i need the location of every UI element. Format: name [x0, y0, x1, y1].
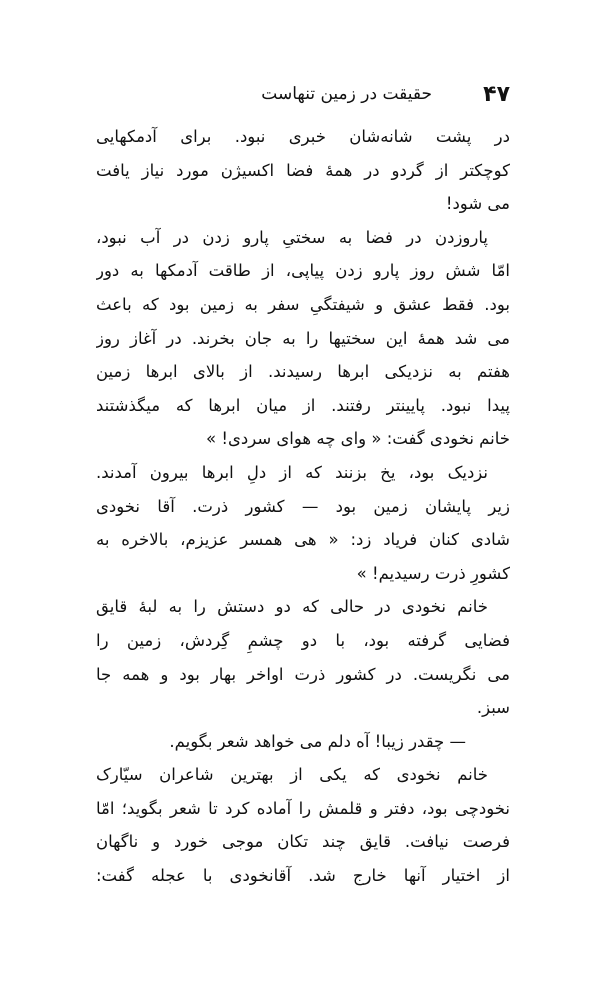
text-line: از اختیار آنها خارج شد. آقانخودی با عجله گفت: — [96, 866, 510, 886]
page-number: ۴۷ — [483, 82, 510, 107]
text-line: کوچکتر از گردو در همهٔ فضا اکسیژن مورد نیاز یافت — [96, 160, 510, 180]
text-line: خانم نخودی گفت: « وای چه هوای سردی! » — [206, 429, 510, 449]
text-line: فرصت نیافت. قایق چند تکان موجی خورد و ناگهان — [96, 832, 510, 852]
text-line: نزدیک بود، یخ بزنند که از دلِ ابرها بیرون آمدند. — [96, 462, 488, 482]
text-line: هفتم به نزدیکی ابرها رسیدند. از بالای ابرها زمین — [96, 362, 510, 382]
text-line: امّا شش روز پارو زدن پیاپی، از طاقت آدمکها به دور — [96, 261, 510, 281]
text-line: سبز. — [476, 698, 510, 718]
text-line: زیر پایشان زمین بود — کشور ذرت. آقا نخودی — [96, 496, 510, 516]
text-line: خانم نخودی که یکی از بهترین شاعران سیّارک — [96, 765, 488, 785]
text-line: کشورِ ذرت رسیدیم! » — [356, 563, 510, 583]
text-line: در پشت شانه‌شان خبری نبود. برای آدمکهایی — [96, 127, 510, 146]
text-line: نخودچی بود، دفتر و قلمش را آماده کرد تا شعر بگوید؛ امّا — [96, 798, 510, 818]
text-line: می شد همهٔ این سختیها را به جان بخرند. در آغاز روز — [96, 328, 510, 348]
text-line: — چقدر زیبا! آه دلم می خواهد شعر بگویم. — [169, 731, 466, 751]
text-line: می شود! — [445, 194, 510, 214]
body-text — [96, 120, 510, 893]
text-line: پاروزدن در فضا به سختیِ پارو زدن در آب نبود، — [96, 227, 488, 247]
text-line: خانم نخودی در حالی که دو دستش را به لبهٔ قایق — [96, 597, 488, 617]
text-line: فضایی گرفته بود، با دو چشمِ گِردش، زمین را — [96, 630, 510, 650]
page-header — [96, 78, 510, 118]
text-line: می نگریست. در کشور ذرت اواخر بهار بود و همه جا — [96, 664, 510, 684]
text-line: شادی کنان فریاد زد: « هی همسر عزیزم، بالاخره به — [96, 530, 510, 550]
running-title: حقیقت در زمین تنهاست — [261, 84, 432, 104]
text-line: بود. فقط عشق و شیفتگیِ سفر به زمین بود که باعث — [96, 294, 510, 314]
text-line: پیدا نبود. پایینتر رفتند. از میان ابرها که میگذشتند — [96, 395, 510, 415]
